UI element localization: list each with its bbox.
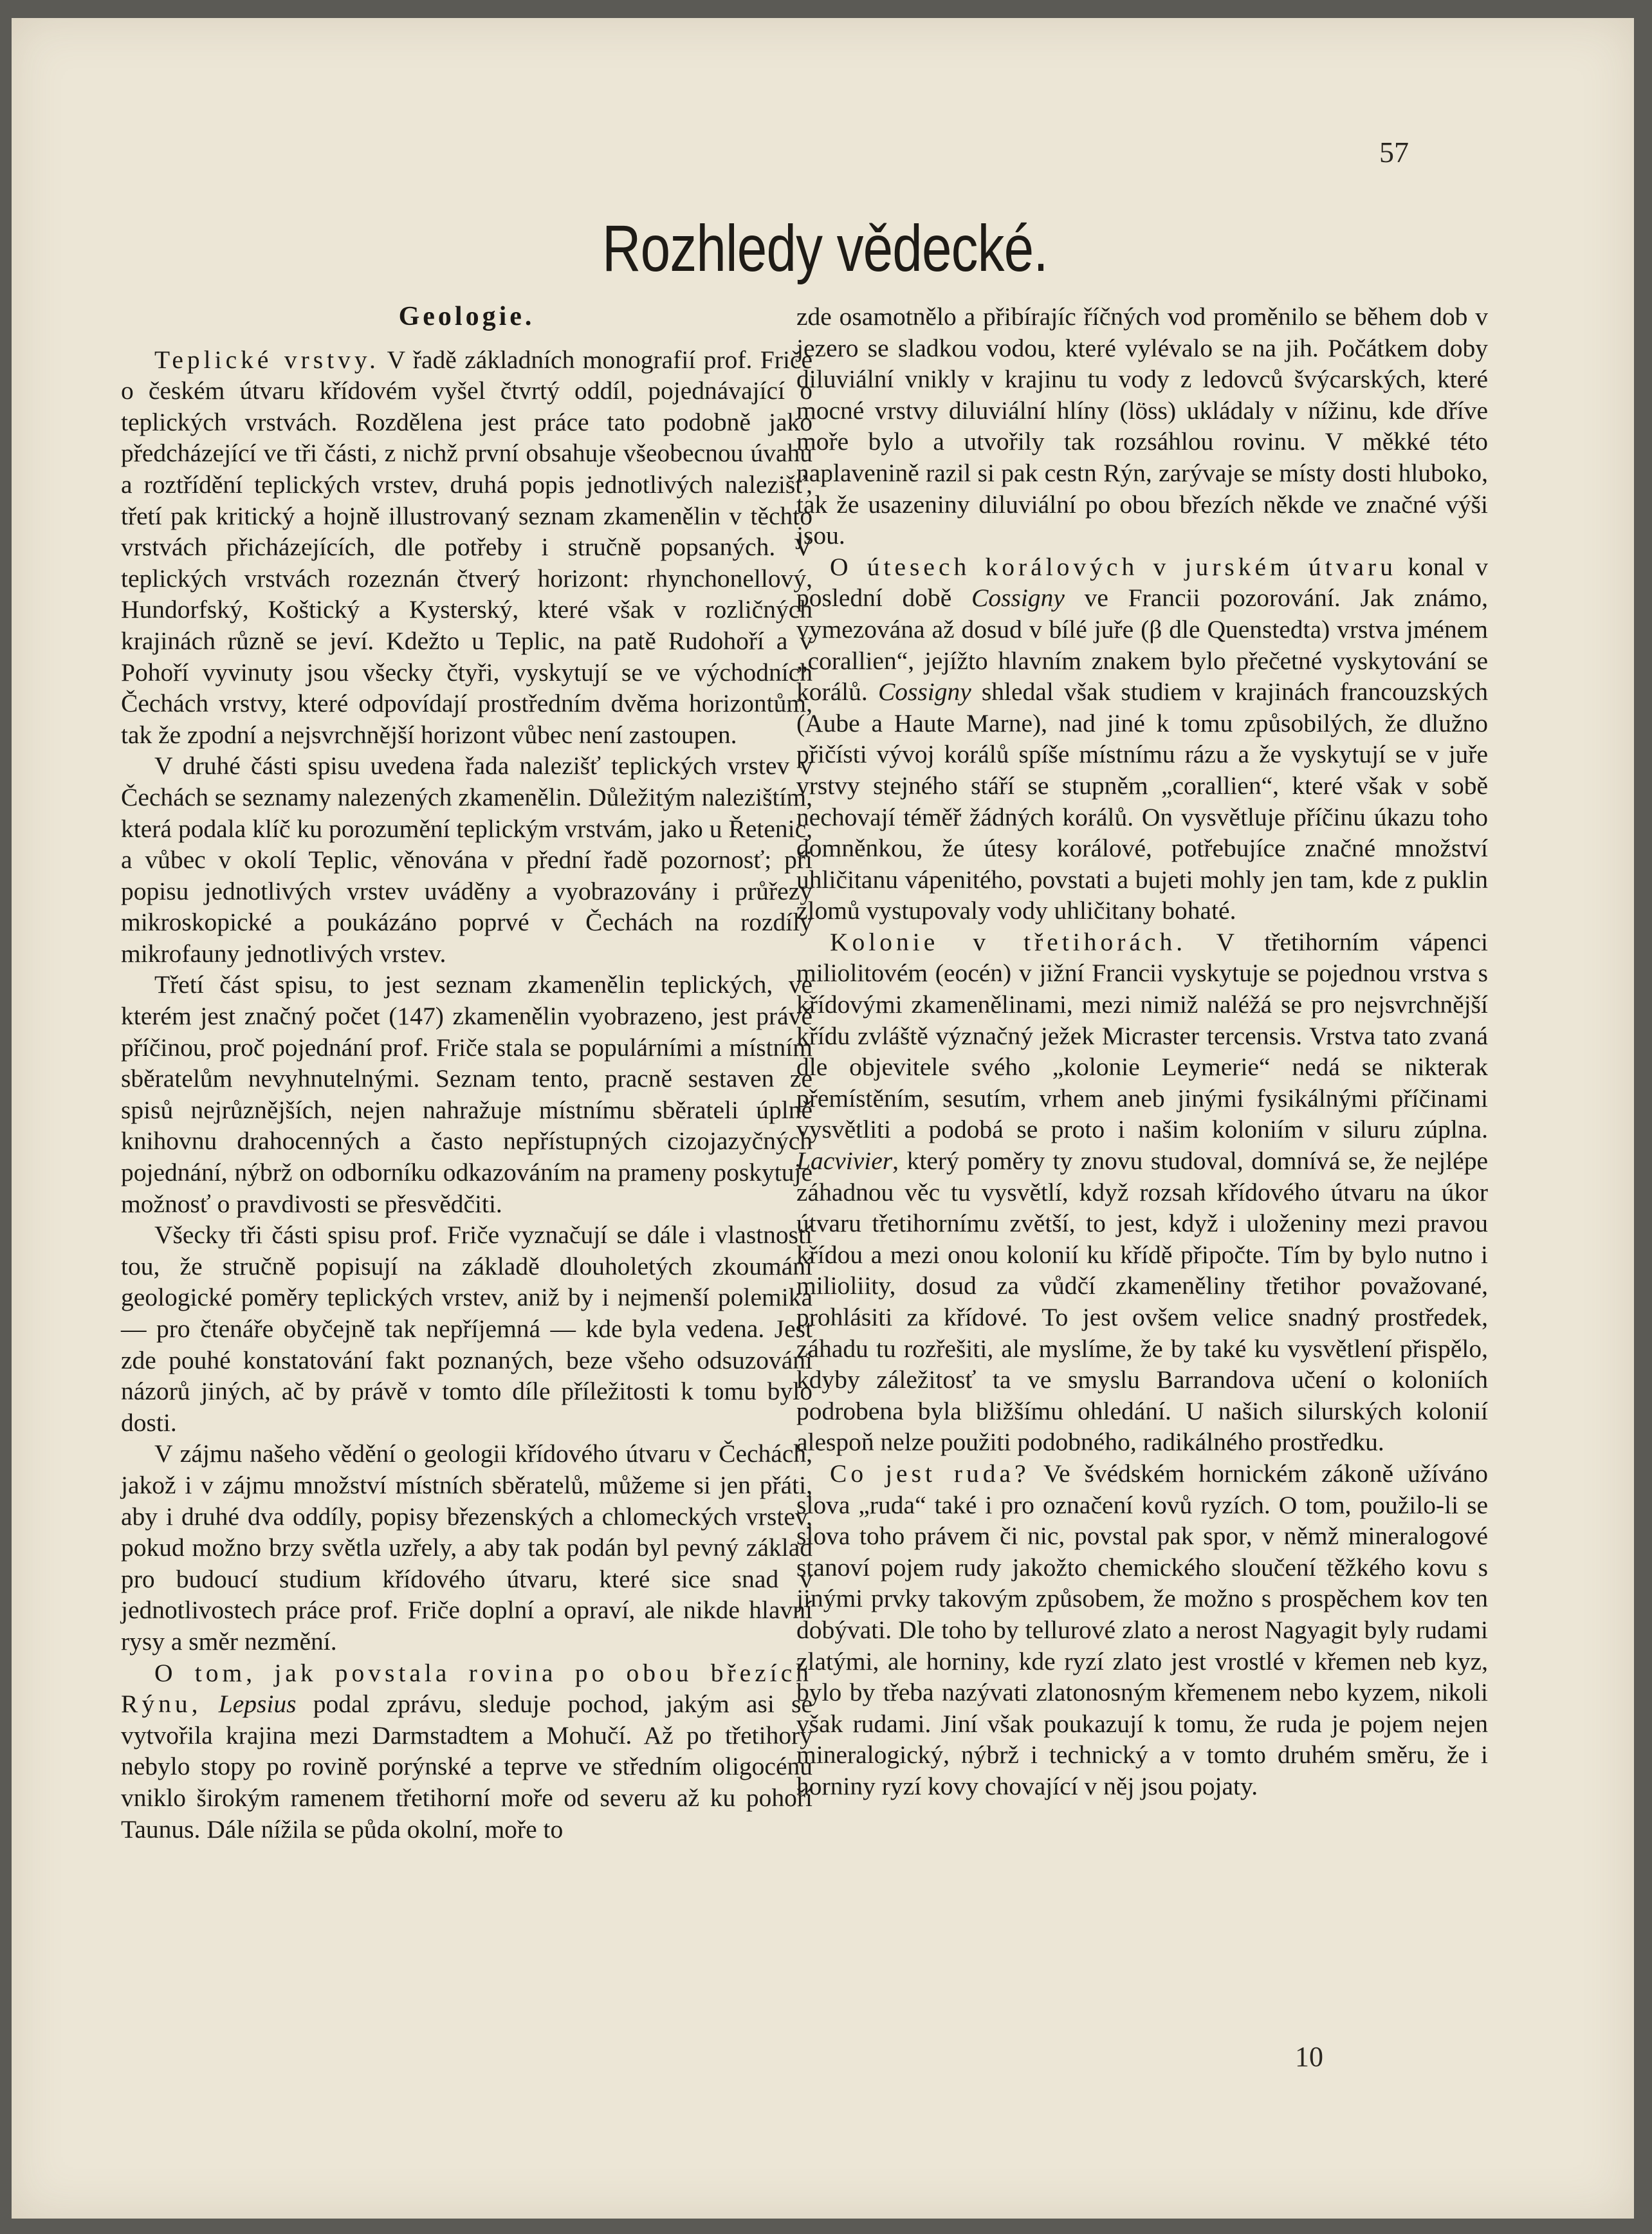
paragraph-lead: Co jest ruda?: [830, 1459, 1030, 1488]
paragraph-text: podal zprávu, sleduje pochod, jakým asi se vytvořila krajina mezi Darmstadtem a Mohučí. Až po třetihory nebylo stopy po rovině porýnské a teprve ve středním oligocénu vniklo širokým ramenem třetihorní moře od severu až ku pohoří Taunus. Dále nížila se půda okolní, moře to: [121, 1690, 813, 1843]
page-title: Rozhledy vědecké.: [602, 212, 1048, 285]
signature-number: 10: [1295, 2041, 1323, 2072]
paragraph-lead: Teplické vrstvy.: [154, 345, 380, 374]
paragraph-text: ve Francii pozorování. Jak známo, vymezována až dosud v bílé juře (β dle Quenstedta) vrstva jménem „corallien“, jejížto hlavním znakem bylo přečetné vyskytování se korálů.: [796, 584, 1488, 706]
author-name: Lacvivier: [796, 1147, 893, 1176]
paragraph: V zájmu našeho vědění o geologii křídového útvaru v Čechách, jakož i v zájmu množství místních sběratelů, můžeme si jen přáti, aby i druhé dva oddíly, popisy březenských a chlomeckých vrstev, pokud možno brzy světla uzřely, a aby tak podán byl pevný základ pro budoucí studium křídového útvaru, které sice snad v jednotlivostech práce prof. Friče doplní a opraví, ale nikde hlavní rysy a směr nezmění.: [121, 1439, 812, 1656]
page-number: 57: [1379, 136, 1409, 169]
page: [12, 18, 1634, 2219]
paragraph: [796, 551, 1488, 927]
paragraph-text: V třetihorním vápenci miliolitovém (eocén) v jižní Francii vyskytuje se pojednou vrstva s křídovými zkamenělinami, mezi nimiž naléžá se pro nejsvrchnější křídu zvláště význačný ježek Micraster tercensis. Vrstva tato zvaná dle objevitele svého „kolonie Leymerie“ nedá se nikterak přemístěním, sesutím, vrhem aneb jinými fysikálnými příčinami vysvětliti a podobá se proto i našim koloniím v siluru zúplna.: [796, 927, 1488, 1144]
paragraph-text: Ve švédském hornickém zákoně užíváno slova „ruda“ také i pro označení kovů ryzích. O tom, použilo-li se slova toho právem či nic, povstal pak spor, v němž mineralogové stanoví pojem rudy jakožto chemického sloučení těžkého kovu s jinými prvky takovým způsobem, že možno s prospěchem kov ten dobývati. Dle toho by tellurové zlato a nerost Nagyagit byly rudami zlatými, ale horniny, kde ryzí zlato jest vrostlé v křemen neb kyz, bylo by třeba nazývati zlatonosným křemenem nebo kyzem, nikoli však rudami. Jiní však poukazují k tomu, že ruda je pojem nejen mineralogický, nýbrž i technický a v tomto druhém směru, že i horniny ryzí kovy chovající v něj jsou pojaty.: [796, 1459, 1488, 1800]
paragraph: zde osamotnělo a přibírajíc říčných vod proměnilo se během dob v jezero se sladkou vodou, které vylévalo se na jih. Počátkem doby diluviální vnikly v krajinu tu vody z ledovců švýcarských, které mocné vrstvy diluviální hlíny (löss) ukládaly v nížinu, kde dříve moře bylo a utvořily tak rozsáhlou rovinu. V měkké této naplavenině razil si pak cestn Rýn, zarývaje se místy dosti hluboko, tak že usazeniny diluviální po obou březích někde ve značné výši jsou.: [796, 302, 1488, 550]
paragraph-lead: Kolonie v třetihorách.: [830, 927, 1187, 956]
paragraph-text: shledal však studiem v krajinách francouzských (Aube a Haute Marne), nad jiné k tomu způsobilých, že dlužno přičísti vývoj korálů spíše místnímu rázu a že vyskytují se v juře vrstvy stejného stáří se stupněm „corallien“, které však v sobě nechovají téměř žádných korálů. On vysvětluje příčinu úkazu toho domněnkou, že útesy korálové, potřebujíce značné množství uhličitanu vápenitého, povstati a bujeti mohly jen tam, kde z puklin zlomů vystupovaly vody uhličitany bohaté.: [796, 678, 1488, 925]
paragraph: [796, 1458, 1488, 1802]
section-heading: Geologie.: [398, 302, 535, 331]
paragraph-text: konal v poslední době: [796, 552, 1489, 613]
paragraph-text: V řadě základních monografií prof. Friče o českém útvaru křídovém vyšel čtvrtý oddíl, pojednávající o teplických vrstvách. Rozdělena jest práce tato podobně jako předcházející ve tři části, z nichž první obsahuje všeobecnou úvahu a roztřídění teplických vrstev, druhá popis jednotlivých nalezišť, třetí pak kritický a hojně illustrovaný seznam zkamenělin v těchto vrstvách přicházejících, dle potřeby i stručně popsaných. V teplických vrstvách rozeznán čtverý horizont: rhynchonellový, Hundorfský, Koštický a Kysterský, které však v rozličných krajinách různě se jeví. Kdežto u Teplic, na patě Rudohoří a v Pohoří vyvinuty jsou všecky čtyři, vyskytují se ve východních Čechách vrstvy, které odpovídají prostředním dvěma horizontům, tak že zpodní a nejsvrchnější horizont vůbec není zastoupen.: [121, 345, 812, 749]
paragraph: [121, 1657, 812, 1845]
author-name: Lepsius: [218, 1690, 297, 1719]
paragraph-lead: O útesech korálových v jurském útvaru: [830, 552, 1397, 581]
left-column: [121, 301, 812, 1845]
paragraph: Všecky tři části spisu prof. Friče vyznačují se dále i vlastností tou, že stručně popisují na základě dlouholetých zkoumání geologické poměry teplických vrstev, aniž by i nejmenší polemika — pro čtenáře obyčejně tak nepříjemná — kde byla vedena. Jest zde pouhé konstatování fakt poznaných, beze všeho odsuzování názorů jiných, ač by právě v tomto díle příležitosti k tomu bylo dosti.: [121, 1221, 812, 1437]
paragraph: Třetí část spisu, to jest seznam zkamenělin teplických, ve kterém jest značný počet (147) zkamenělin vyobrazeno, jest právě příčinou, proč pojednání prof. Friče stala se populárními a místním sběratelům nevyhnutelnými. Seznam tento, pracně sestaven ze spisů nejrůznějších, nejen nahražuje místnímu sběrateli úplně knihovnu drahocenných a často nepřístupných cizojazyčných pojednání, nýbrž on odborníku odkazováním na prameny poskytuje možnosť o pravdivosti se přesvědčiti.: [121, 970, 812, 1218]
author-name: Cossigny: [877, 678, 971, 706]
paragraph: [796, 927, 1488, 1458]
paragraph-text: , který poměry ty znovu studoval, domnívá se, že nejlépe záhadnou věc tu vysvětlí, když rozsah křídového útvaru na úkor útvaru třetihornímu zvětší, to jest, když i uloženiny mezi pravou křídou a mezi onou kolonií ku křídě připočte. Tím by bylo nutno i milioliity, dosud za vůdčí zkameněliny třetihor považované, prohlásiti za křídové. To jest ovšem velice snadný prostředek, záhadu tu rozřešiti, ale myslíme, že by také ku vysvětlení přispělo, kdyby záležitosť ta ve smyslu Barrandova učení o koloniích podrobena byla bližšímu ohledání. U našich silurských kolonií alespoň nelze použiti podobného, radikálného prostředku.: [796, 1147, 1488, 1457]
paragraph: [121, 344, 812, 751]
author-name: Cossigny: [971, 584, 1065, 613]
paragraph: V druhé části spisu uvedena řada nalezišť teplických vrstev v Čechách se seznamy nalezených zkamenělin. Důležitým nalezištím, která podala klíč ku porozumění teplickým vrstvám, jako u Řetenic, a vůbec v okolí Teplic, věnována v přední řadě pozornosť; při popisu jednotlivých vrstev uváděny a vyobrazovány i průřezy mikroskopické a poukázáno poprvé v Čechách na rozdíly mikrofauny jednotlivých vrstev.: [121, 752, 812, 968]
right-column: [796, 301, 1488, 1802]
paragraph-lead: O tom, jak povstala rovina po obou březích Rýnu,: [121, 1658, 812, 1719]
